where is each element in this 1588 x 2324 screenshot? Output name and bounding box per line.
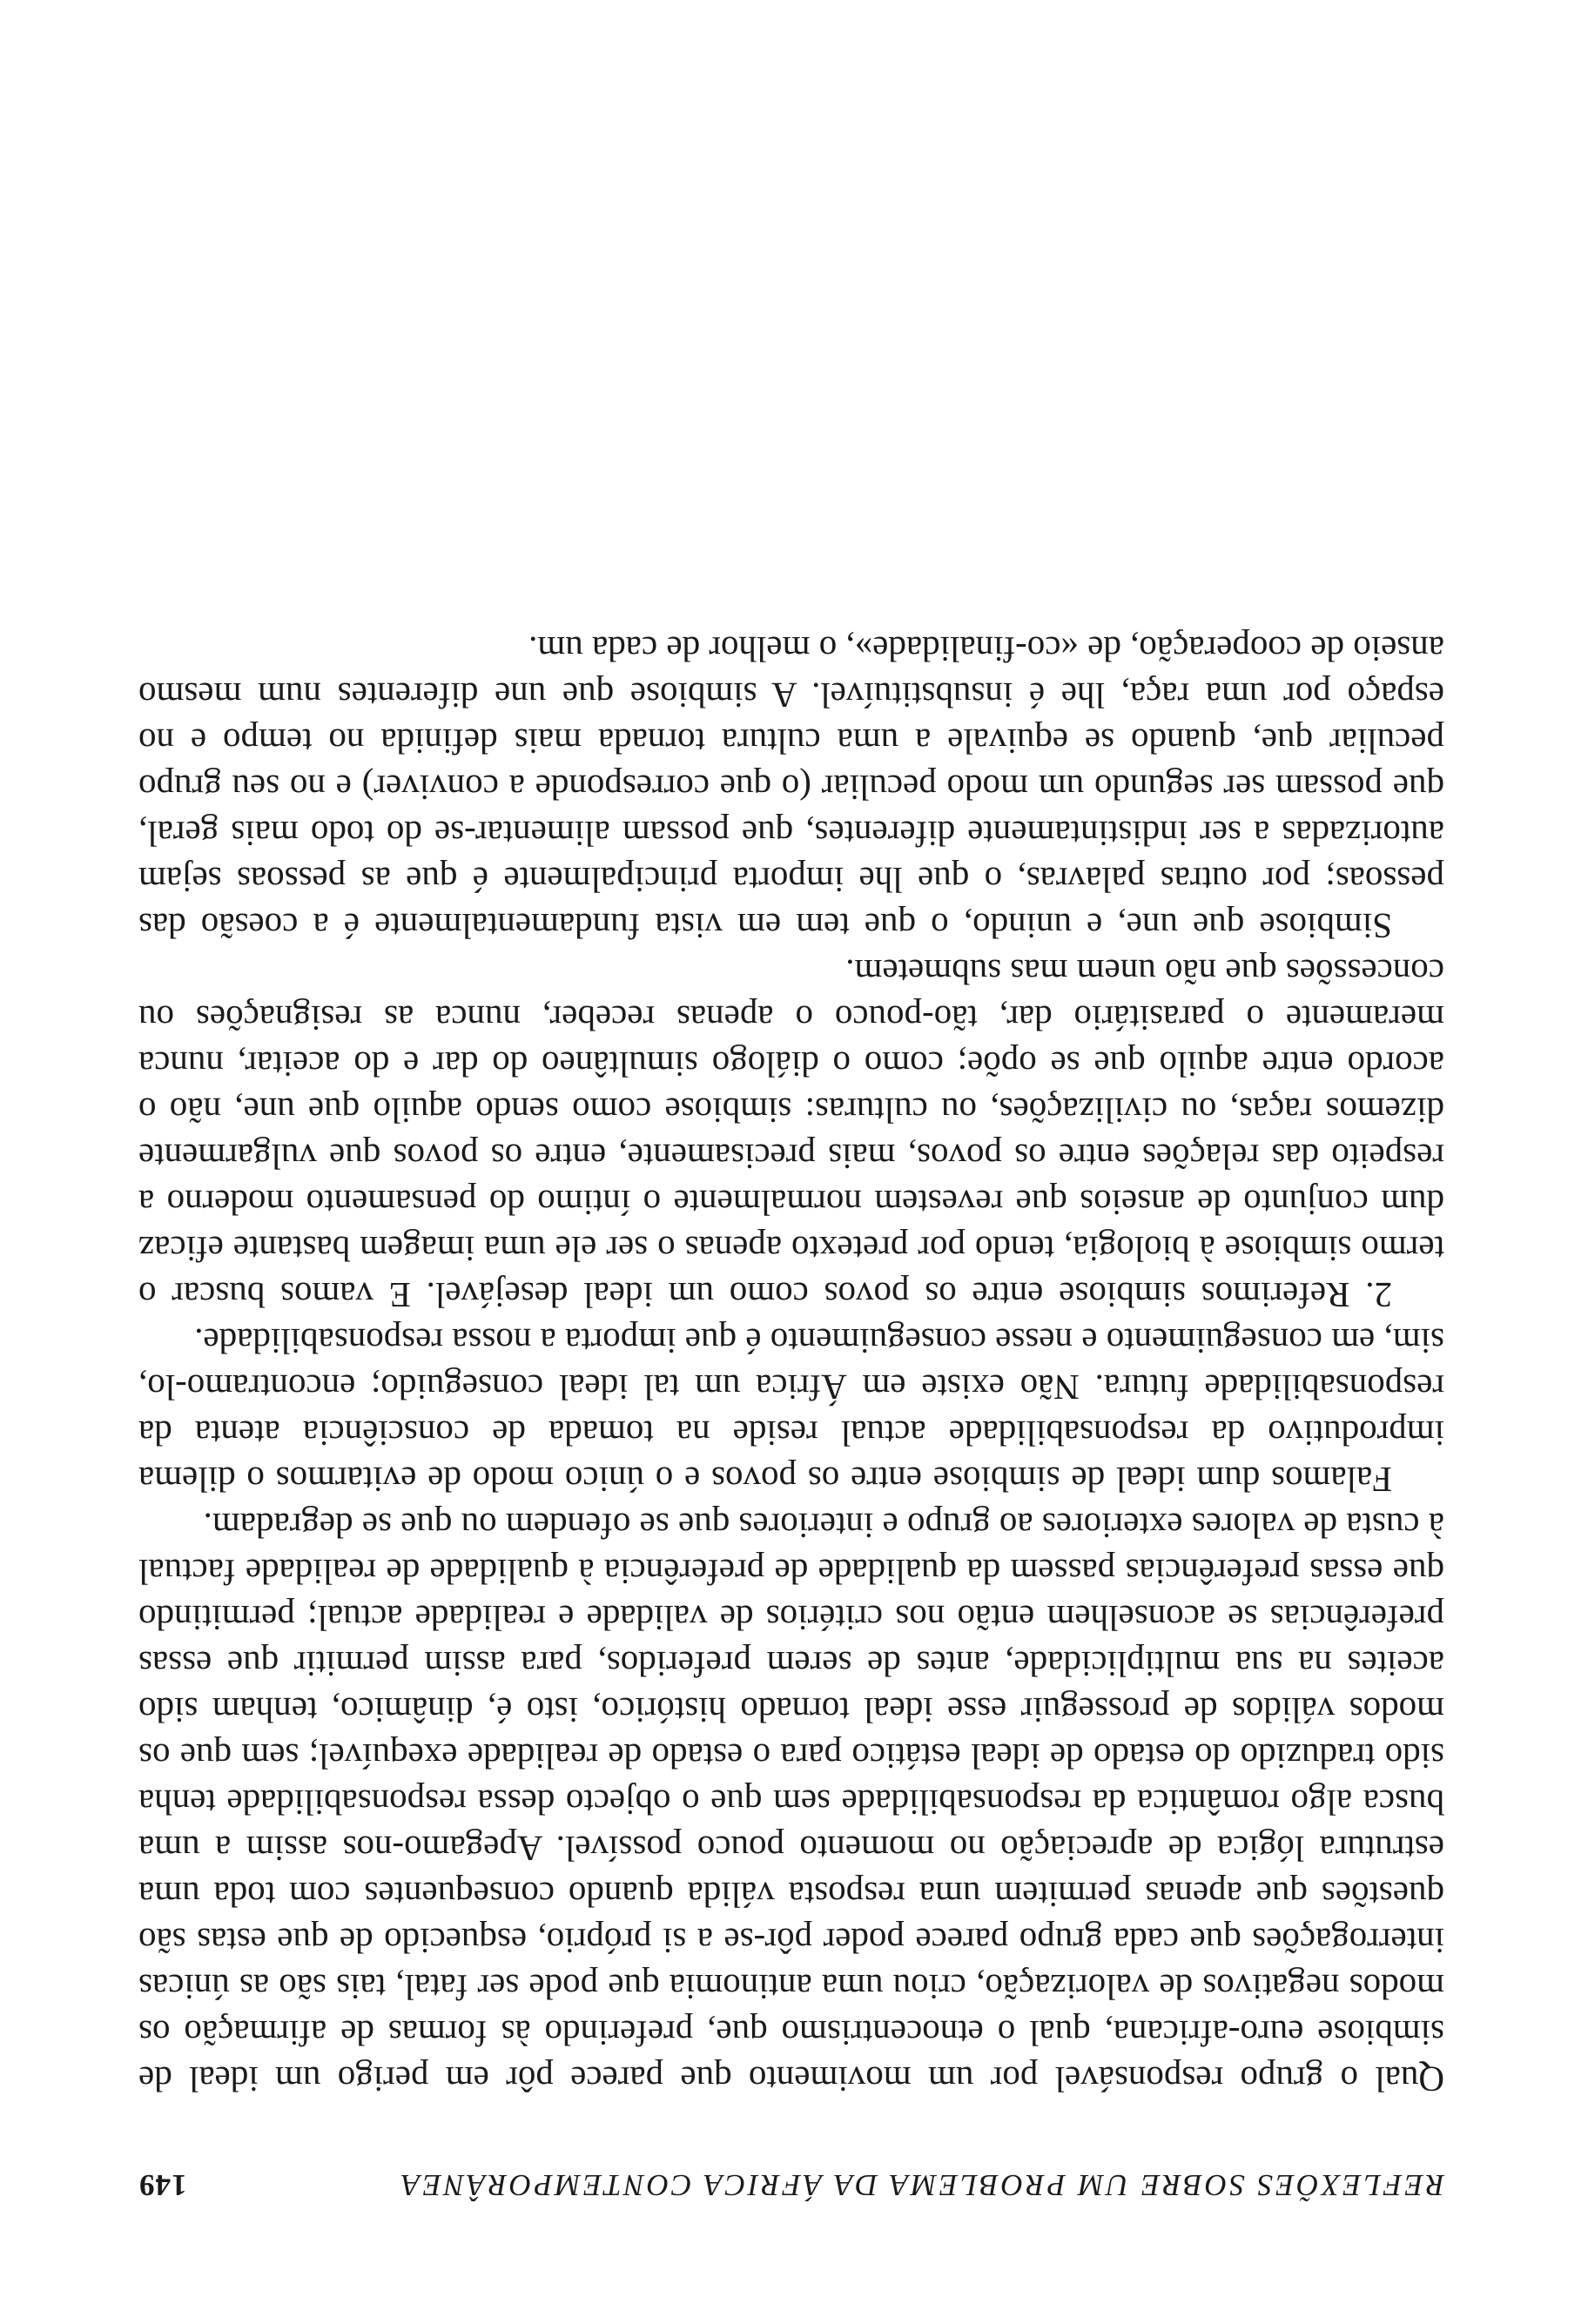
running-title: REFLEXÕES SOBRE UM PROBLEMA DA ÁFRICA CONTEMPORÂNEA xyxy=(399,2168,1444,2202)
page-number: 149 xyxy=(138,2168,187,2202)
body-text xyxy=(138,626,1444,2102)
paragraph: Qual o grupo responsável por um movimento que parece pôr em perigo um ideal de simbiose euro-africana, qual o etnocentrismo que, preferindo às formas de afirmação os modos negativos de valorização, criou uma antinomia que pode ser fatal, tais são as únicas interrogações que cada grupo parece poder pôr-se a si próprio, esquecido de que estas são questões que apenas permitem uma resposta válida quando consequentes com toda uma estrutura lógica de apreciação no momento pouco possível. Apegamo-nos assim a uma busca algo romântica da responsabilidade sem que o objecto dessa responsabilidade tenha sido traduzido do estado de ideal estático para o estado de realidade exequível; sem que os modos válidos de prosseguir esse ideal tornado histórico, isto é, dinâmico, tenham sido aceites na sua multiplicidade, antes de serem preferidos, para assim permitir que essas preferências se aconselhem então nos critérios de validade e realidade actual; permitindo que essas preferências passem da qualidade de preferência à qualidade de realidade factual à custa de valores exteriores ao grupo e interiores que se ofendem ou que se degradam. xyxy=(138,1506,1444,2099)
paragraph: 2. Referimos simbiose entre os povos como um ideal desejável. E vamos buscar o termo simbiose à biologia, tendo por pretexto apenas o ser ele uma imagem bastante eficaz dum conjunto de anseios que revestem normalmente o íntimo do pensamento moderno a respeito das relações entre os povos, mais precisamente, entre os povos que vulgarmente dizemos raças, ou civilizações, ou culturas: simbiose como sendo aquilo que une, não o acordo entre aquilo que se opõe; como o diálogo simultâneo do dar e do aceitar, nunca meramente o parasitário dar, tão-pouco o apenas receber, nunca as resignações ou concessões que não unem mas submetem. xyxy=(138,952,1444,1315)
paragraph: Simbiose que une, e unindo, o que tem em vista fundamentalmente é a coesão das pessoas; por outras palavras, o que lhe importa principalmente é que as pessoas sejam autorizadas a ser indistintamente diferentes, que possam alimentar-se do todo mais geral, que possam ser segundo um modo peculiar (o que corresponde a conviver) e no seu grupo peculiar que, quando se equivale a uma cultura tornada mais definida no tempo e no espaço por uma raça, lhe é insubstituível. A simbiose que une diferentes num mesmo anseio de cooperação, de «co-finalidade», o melhor de cada um. xyxy=(138,629,1444,946)
paragraph: Falamos dum ideal de simbiose entre os povos e o único modo de evitarmos o dilema improdutivo da responsabilidade actual reside na tomada de consciência atenta da responsabilidade futura. Não existe em África um tal ideal conseguido; encontramo-lo, sim, em conseguimento e nesse conseguimento é que importa a nossa responsabilidade. xyxy=(138,1321,1444,1500)
running-header xyxy=(138,2159,1444,2202)
